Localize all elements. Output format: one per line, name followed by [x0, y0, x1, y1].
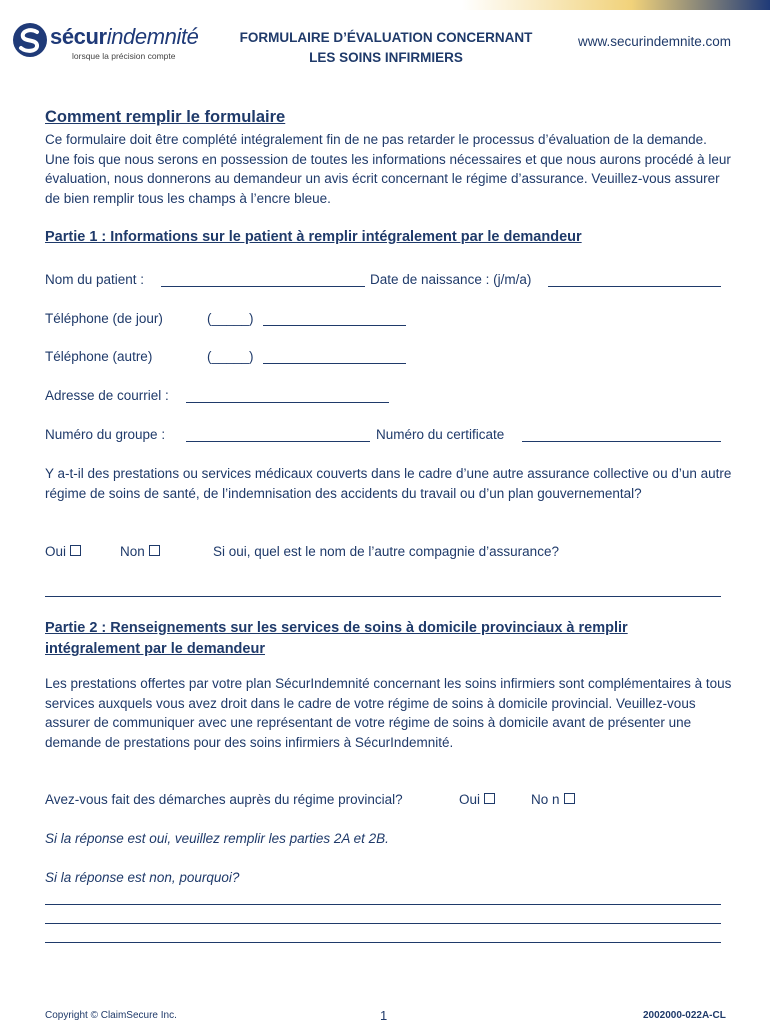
- coverage-no-option[interactable]: [120, 542, 160, 562]
- provincial-yes-label: Oui: [459, 792, 481, 807]
- coverage-no-label: Non: [120, 544, 145, 559]
- part2-heading: Partie 2 : Renseignements sur les services de soins à domicile provinciaux à remplir intégralement par le demandeur: [45, 620, 628, 657]
- brand-name: [50, 24, 199, 50]
- phone-day-field[interactable]: [263, 325, 406, 326]
- form-title-line2: LES SOINS INFIRMIERS: [309, 50, 463, 65]
- coverage-yes-option[interactable]: [45, 542, 81, 562]
- email-label: Adresse de courriel :: [45, 388, 169, 403]
- email-field[interactable]: [186, 402, 389, 403]
- provincial-yes-checkbox[interactable]: [484, 793, 495, 804]
- if-yes-instruction: Si la réponse est oui, veuillez remplir les parties 2A et 2B.: [45, 831, 389, 846]
- reason-line-2[interactable]: [45, 923, 721, 924]
- other-insurer-question: Si oui, quel est le nom de l’autre compagnie d’assurance?: [213, 544, 559, 559]
- coverage-yes-checkbox[interactable]: [70, 545, 81, 556]
- coverage-yes-label: Oui: [45, 544, 67, 559]
- logo-swoosh-icon: [12, 22, 48, 58]
- reason-line-1[interactable]: [45, 904, 721, 905]
- phone-day-area-code[interactable]: (_____): [207, 311, 254, 326]
- provincial-no-checkbox[interactable]: [564, 793, 575, 804]
- if-no-question: Si la réponse est non, pourquoi?: [45, 870, 240, 885]
- phone-other-field[interactable]: [263, 363, 406, 364]
- website-url[interactable]: www.securindemnite.com: [578, 34, 732, 49]
- form-title: [226, 28, 546, 68]
- birth-date-label: Date de naissance : (j/m/a): [370, 272, 532, 287]
- brand-part2: indemnité: [106, 24, 199, 49]
- brand-part1: sécur: [50, 24, 107, 49]
- form-code: 2002000-022A-CL: [643, 1010, 726, 1021]
- group-number-field[interactable]: [186, 441, 370, 442]
- phone-other-area-code[interactable]: (_____): [207, 349, 254, 364]
- securindemnite-logo: [12, 22, 199, 64]
- coverage-no-checkbox[interactable]: [149, 545, 160, 556]
- phone-other-label: Téléphone (autre): [45, 349, 153, 364]
- certificate-number-label: Numéro du certificate: [376, 427, 505, 442]
- copyright: Copyright © ClaimSecure Inc.: [45, 1010, 177, 1021]
- other-insurer-field[interactable]: [45, 596, 721, 597]
- intro-heading: Comment remplir le formulaire: [45, 108, 286, 126]
- patient-name-label: Nom du patient :: [45, 272, 145, 287]
- provincial-no-option[interactable]: [531, 790, 575, 810]
- provincial-question: Avez-vous fait des démarches auprès du régime provincial?: [45, 792, 403, 807]
- page-number: 1: [380, 1008, 388, 1023]
- header-color-band: [0, 0, 770, 10]
- provincial-yes-option[interactable]: [459, 790, 495, 810]
- brand-tagline: lorsque la précision compte: [72, 51, 176, 61]
- phone-day-label: Téléphone (de jour): [45, 311, 163, 326]
- part1-heading: Partie 1 : Informations sur le patient à remplir intégralement par le demandeur: [45, 229, 582, 245]
- intro-text: Ce formulaire doit être complété intégralement fin de ne pas retarder le processus d’évaluation de la demande. Une fois que nous serons en possession de toutes les informations nécessaires et que nous aurons procédé à leur évaluation, nous donnerons au demandeur un avis écrit concernant le régime d’assurance. Veuillez-vous assurer de bien remplir tous les champs à l’encre bleue.: [45, 132, 731, 206]
- patient-name-field[interactable]: [161, 286, 365, 287]
- birth-date-field[interactable]: [548, 286, 721, 287]
- provincial-no-label: No n: [531, 792, 560, 807]
- reason-line-3[interactable]: [45, 942, 721, 943]
- certificate-number-field[interactable]: [522, 441, 721, 442]
- group-number-label: Numéro du groupe :: [45, 427, 166, 442]
- other-coverage-question: Y a-t-il des prestations ou services médicaux couverts dans le cadre d’une autre assurance collective ou d’un autre régime de soins de santé, de l’indemnisation des accidents du travail ou d’un plan gouvernemental?: [45, 466, 732, 501]
- form-title-line1: FORMULAIRE D’ÉVALUATION CONCERNANT: [239, 30, 533, 45]
- part2-text: Les prestations offertes par votre plan SécurIndemnité concernant les soins infirmiers sont complémentaires à tous services auxquels vous avez droit dans le cadre de votre régime de soins à domicile provincial. Veuillez-vous assurer de communiquer avec une représentant de votre régime de soins à domicile avant de présenter une demande de prestations pour des soins infirmiers à SécurIndemnité.: [45, 676, 732, 750]
